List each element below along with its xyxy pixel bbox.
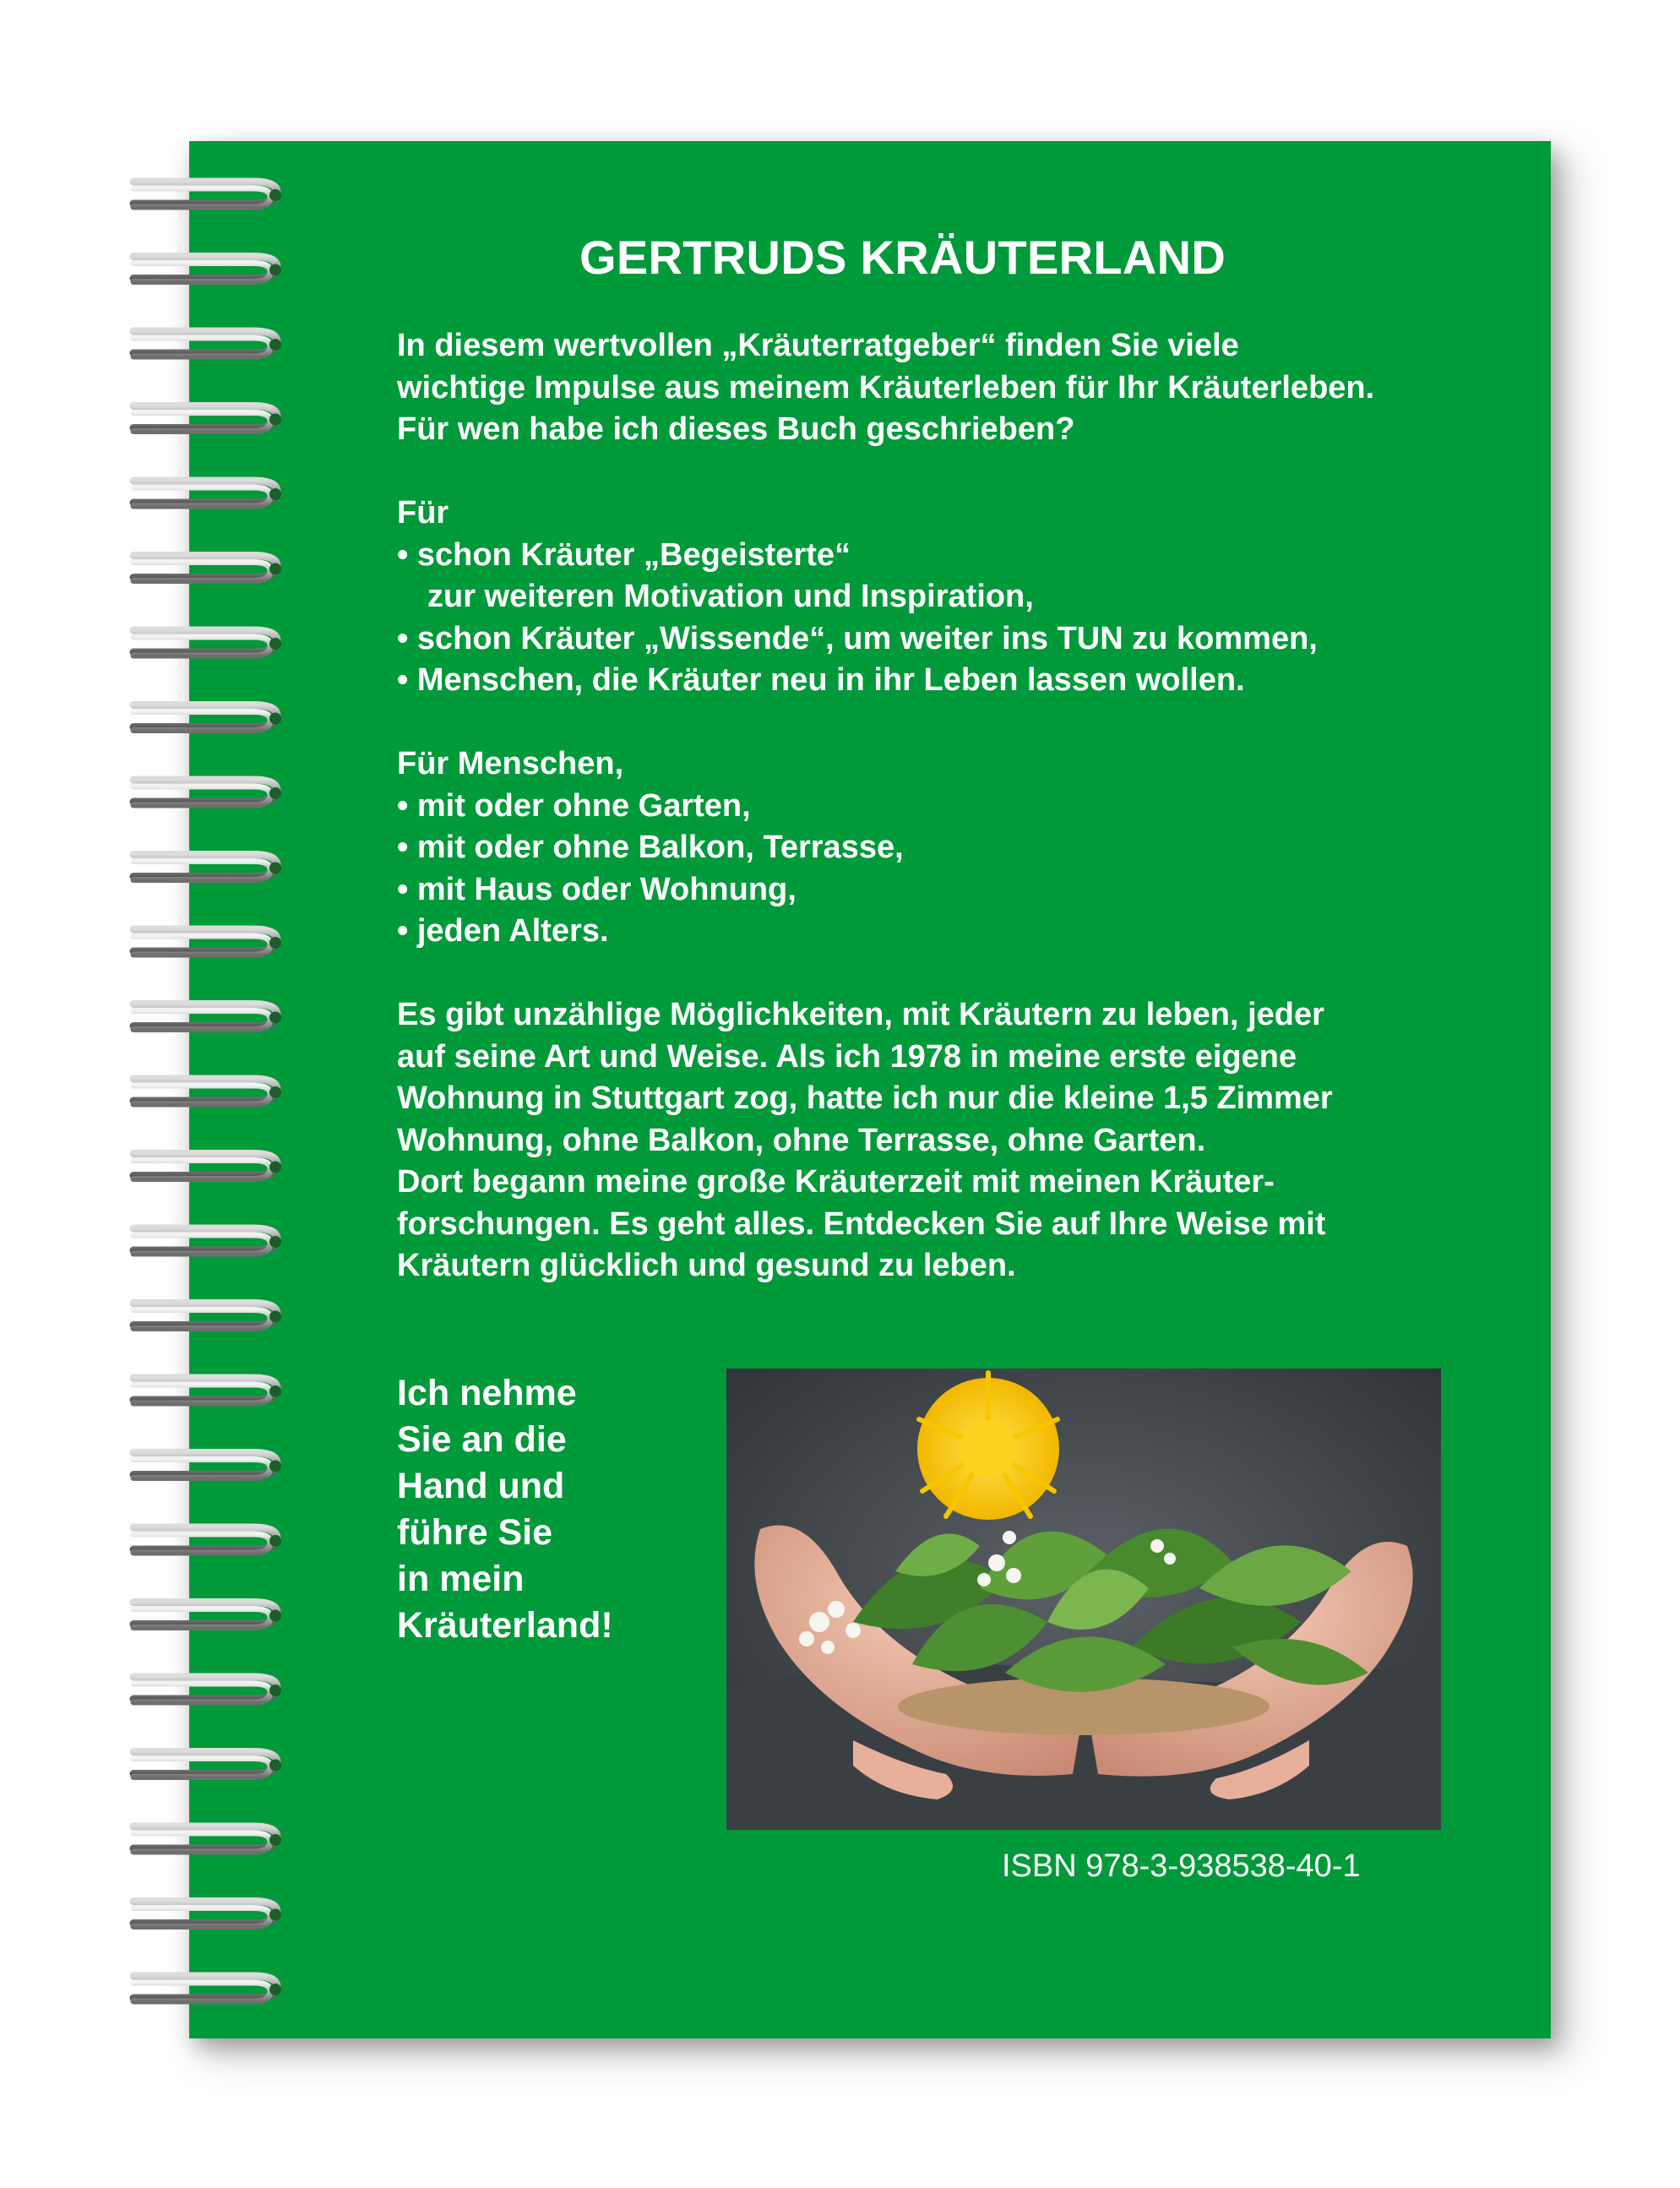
spiral-ring xyxy=(133,1527,281,1553)
story-paragraph xyxy=(397,994,1495,1287)
spiral-ring xyxy=(133,331,281,357)
people-list xyxy=(397,743,1495,953)
herb-bowl-photo xyxy=(726,1369,1441,1830)
spiral-ring xyxy=(133,630,281,656)
audience-heading: Für xyxy=(397,495,449,531)
spiral-ring xyxy=(133,1752,281,1777)
spiral-ring xyxy=(133,257,281,282)
story-line: Dort begann meine große Kräuterzeit mit meinen Kräuter- xyxy=(397,1164,1275,1200)
spiral-ring xyxy=(133,1902,281,1927)
spiral-ring xyxy=(133,780,281,805)
spiral-ring xyxy=(133,1304,281,1329)
invitation-text xyxy=(397,1370,701,1649)
people-item: • mit Haus oder Wohnung, xyxy=(397,871,797,907)
spiral-ring xyxy=(133,1004,281,1030)
spiral-ring xyxy=(133,1228,281,1254)
spiral-ring xyxy=(133,1453,281,1478)
audience-item: • Menschen, die Kräuter neu in ihr Leben lassen wollen. xyxy=(397,662,1245,698)
book-title: GERTRUDS KRÄUTERLAND xyxy=(579,231,1226,284)
audience-list xyxy=(397,493,1495,702)
spiral-ring xyxy=(133,1079,281,1104)
invitation-line: Hand und xyxy=(397,1466,565,1506)
story-line: Es gibt unzählige Möglichkeiten, mit Kräutern zu leben, jeder xyxy=(397,997,1324,1032)
people-item: • mit oder ohne Balkon, Terrasse, xyxy=(397,830,904,865)
spiral-binding-icon xyxy=(127,165,296,2032)
intro-line: In diesem wertvollen „Kräuterratgeber“ finden Sie viele xyxy=(397,328,1239,363)
people-item: • mit oder ohne Garten, xyxy=(397,787,751,824)
invitation-line: Ich nehme xyxy=(397,1373,577,1413)
invitation-line: in mein xyxy=(397,1559,525,1599)
story-line: auf seine Art und Weise. Als ich 1978 in meine erste eigene xyxy=(397,1038,1297,1075)
story-line: Kräutern glücklich und gesund zu leben. xyxy=(397,1248,1016,1283)
spiral-ring xyxy=(133,406,281,432)
intro-paragraph xyxy=(397,325,1495,451)
intro-line: Für wen habe ich dieses Buch geschrieben? xyxy=(397,411,1075,447)
spiral-ring xyxy=(133,855,281,880)
spiral-ring xyxy=(133,929,281,955)
spiral-ring xyxy=(133,705,281,731)
audience-item: zur weiteren Motivation und Inspiration, xyxy=(427,579,1034,614)
spiral-ring xyxy=(133,1826,281,1852)
spiral-ring xyxy=(133,1603,281,1628)
audience-item: • schon Kräuter „Begeisterte“ xyxy=(397,536,851,573)
story-line: forschungen. Es geht alles. Entdecken Sie auf Ihre Weise mit xyxy=(397,1206,1326,1242)
isbn-label: ISBN 978-3-938538-40-1 xyxy=(1002,1848,1361,1884)
spiral-ring xyxy=(133,182,281,207)
audience-item: • schon Kräuter „Wissende“, um weiter ins TUN zu kommen, xyxy=(397,620,1318,656)
invitation-line: Kräuterland! xyxy=(397,1605,613,1646)
spiral-ring xyxy=(133,1154,281,1179)
invitation-line: führe Sie xyxy=(397,1512,552,1553)
story-line: Wohnung in Stuttgart zog, hatte ich nur die kleine 1,5 Zimmer xyxy=(397,1080,1333,1116)
people-heading: Für Menschen, xyxy=(397,746,624,781)
spiral-ring xyxy=(133,1677,281,1702)
spiral-ring xyxy=(133,1378,281,1403)
story-line: Wohnung, ohne Balkon, ohne Terrasse, ohne Garten. xyxy=(397,1122,1206,1158)
spiral-ring xyxy=(133,481,281,506)
invitation-line: Sie an die xyxy=(397,1419,567,1460)
spiral-ring xyxy=(133,556,281,581)
intro-line: wichtige Impulse aus meinem Kräuterleben für Ihr Kräuterleben. xyxy=(397,369,1375,405)
people-item: • jeden Alters. xyxy=(397,913,609,949)
spiral-ring xyxy=(133,1976,281,2001)
